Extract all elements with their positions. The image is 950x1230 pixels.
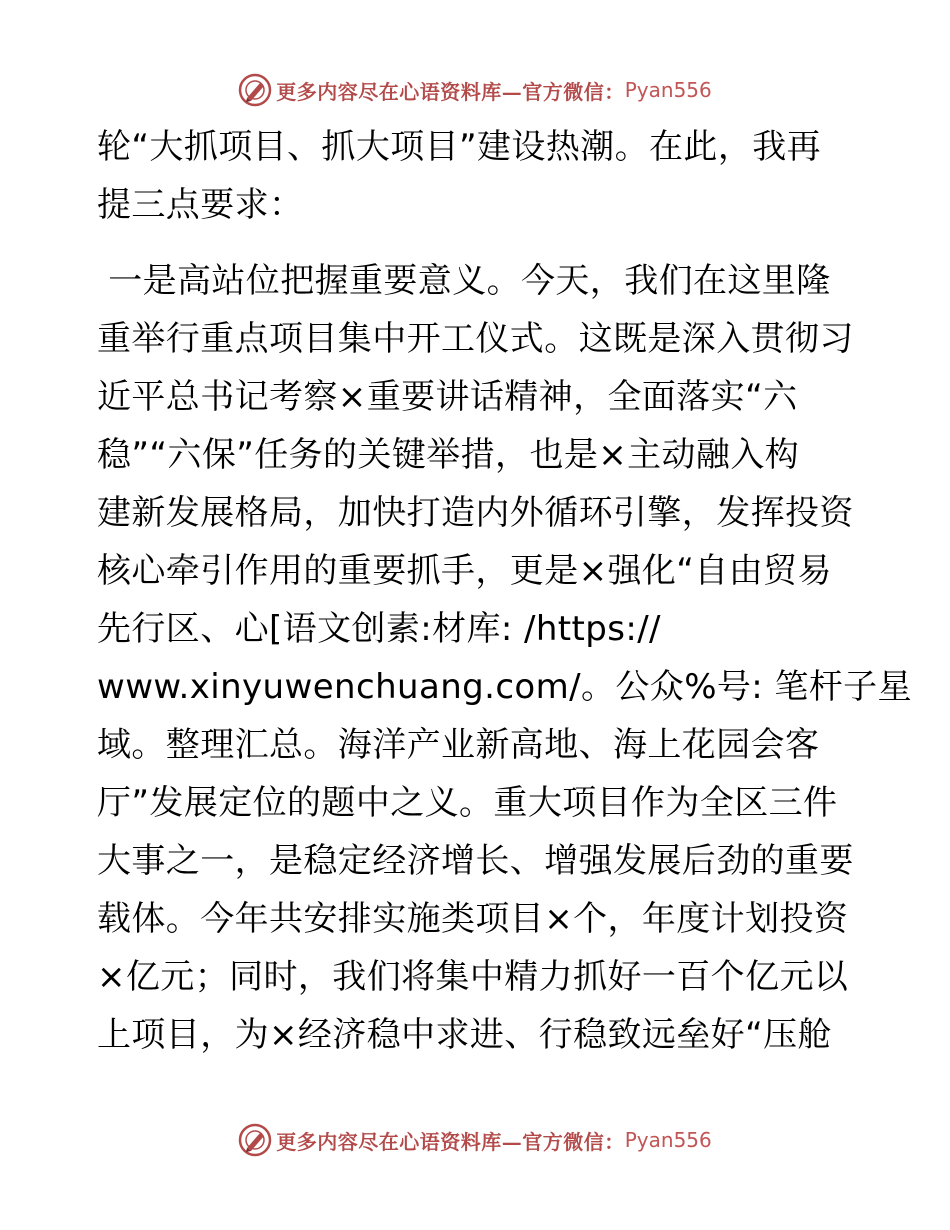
paragraph-1 bbox=[97, 118, 857, 234]
header-banner bbox=[0, 70, 950, 110]
text-line: 稳”“六保”任务的关键举措，也是×主动融入构 bbox=[97, 435, 800, 475]
text-line: 一是高站位把握重要意义。今天，我们在这里隆 bbox=[97, 261, 831, 301]
paragraph-2 bbox=[97, 252, 912, 1064]
text-line: 轮“大抓项目、抓大项目”建设热潮。在此，我再 bbox=[97, 127, 822, 167]
text-line: 重举行重点项目集中开工仪式。这既是深入贯彻习 bbox=[97, 319, 854, 359]
text-line: 提三点要求： bbox=[97, 185, 304, 225]
text-line: 厅”发展定位的题中之义。重大项目作为全区三件 bbox=[97, 783, 838, 823]
text-line: 近平总书记考察×重要讲话精神，全面落实“六 bbox=[97, 377, 798, 417]
document-body bbox=[97, 118, 912, 1064]
text-line: 域。整理汇总。海洋产业新高地、海上花园会客 bbox=[97, 725, 820, 765]
text-line: 核心牵引作用的重要抓手，更是×强化“自由贸易 bbox=[97, 551, 832, 591]
banner-text: 更多内容尽在心语资料库—官方微信： bbox=[276, 1129, 625, 1154]
text-line: 载体。今年共安排实施类项目×个，年度计划投资 bbox=[97, 899, 849, 939]
text-line: 建新发展格局，加快打造内外循环引擎，发挥投资 bbox=[97, 493, 854, 533]
text-line: 先行区、心[语文创素:材库: /https:// bbox=[97, 609, 661, 649]
pen-logo-icon bbox=[238, 1123, 272, 1157]
text-line: ×亿元；同时，我们将集中精力抓好一百个亿元以 bbox=[97, 957, 849, 997]
text-line: 上项目，为×经济稳中求进、行稳致远垒好“压舱 bbox=[97, 1015, 832, 1055]
text-line: www.xinyuwenchuang.com/。公众%号: 笔杆子星 bbox=[97, 667, 912, 707]
text-line: 大事之一，是稳定经济增长、增强发展后劲的重要 bbox=[97, 841, 854, 881]
footer-banner bbox=[0, 1120, 950, 1160]
banner-wechat-id: Pyan556 bbox=[624, 78, 712, 102]
banner-wechat-id: Pyan556 bbox=[624, 1128, 712, 1152]
pen-logo-icon bbox=[238, 73, 272, 107]
banner-text: 更多内容尽在心语资料库—官方微信： bbox=[276, 79, 625, 104]
